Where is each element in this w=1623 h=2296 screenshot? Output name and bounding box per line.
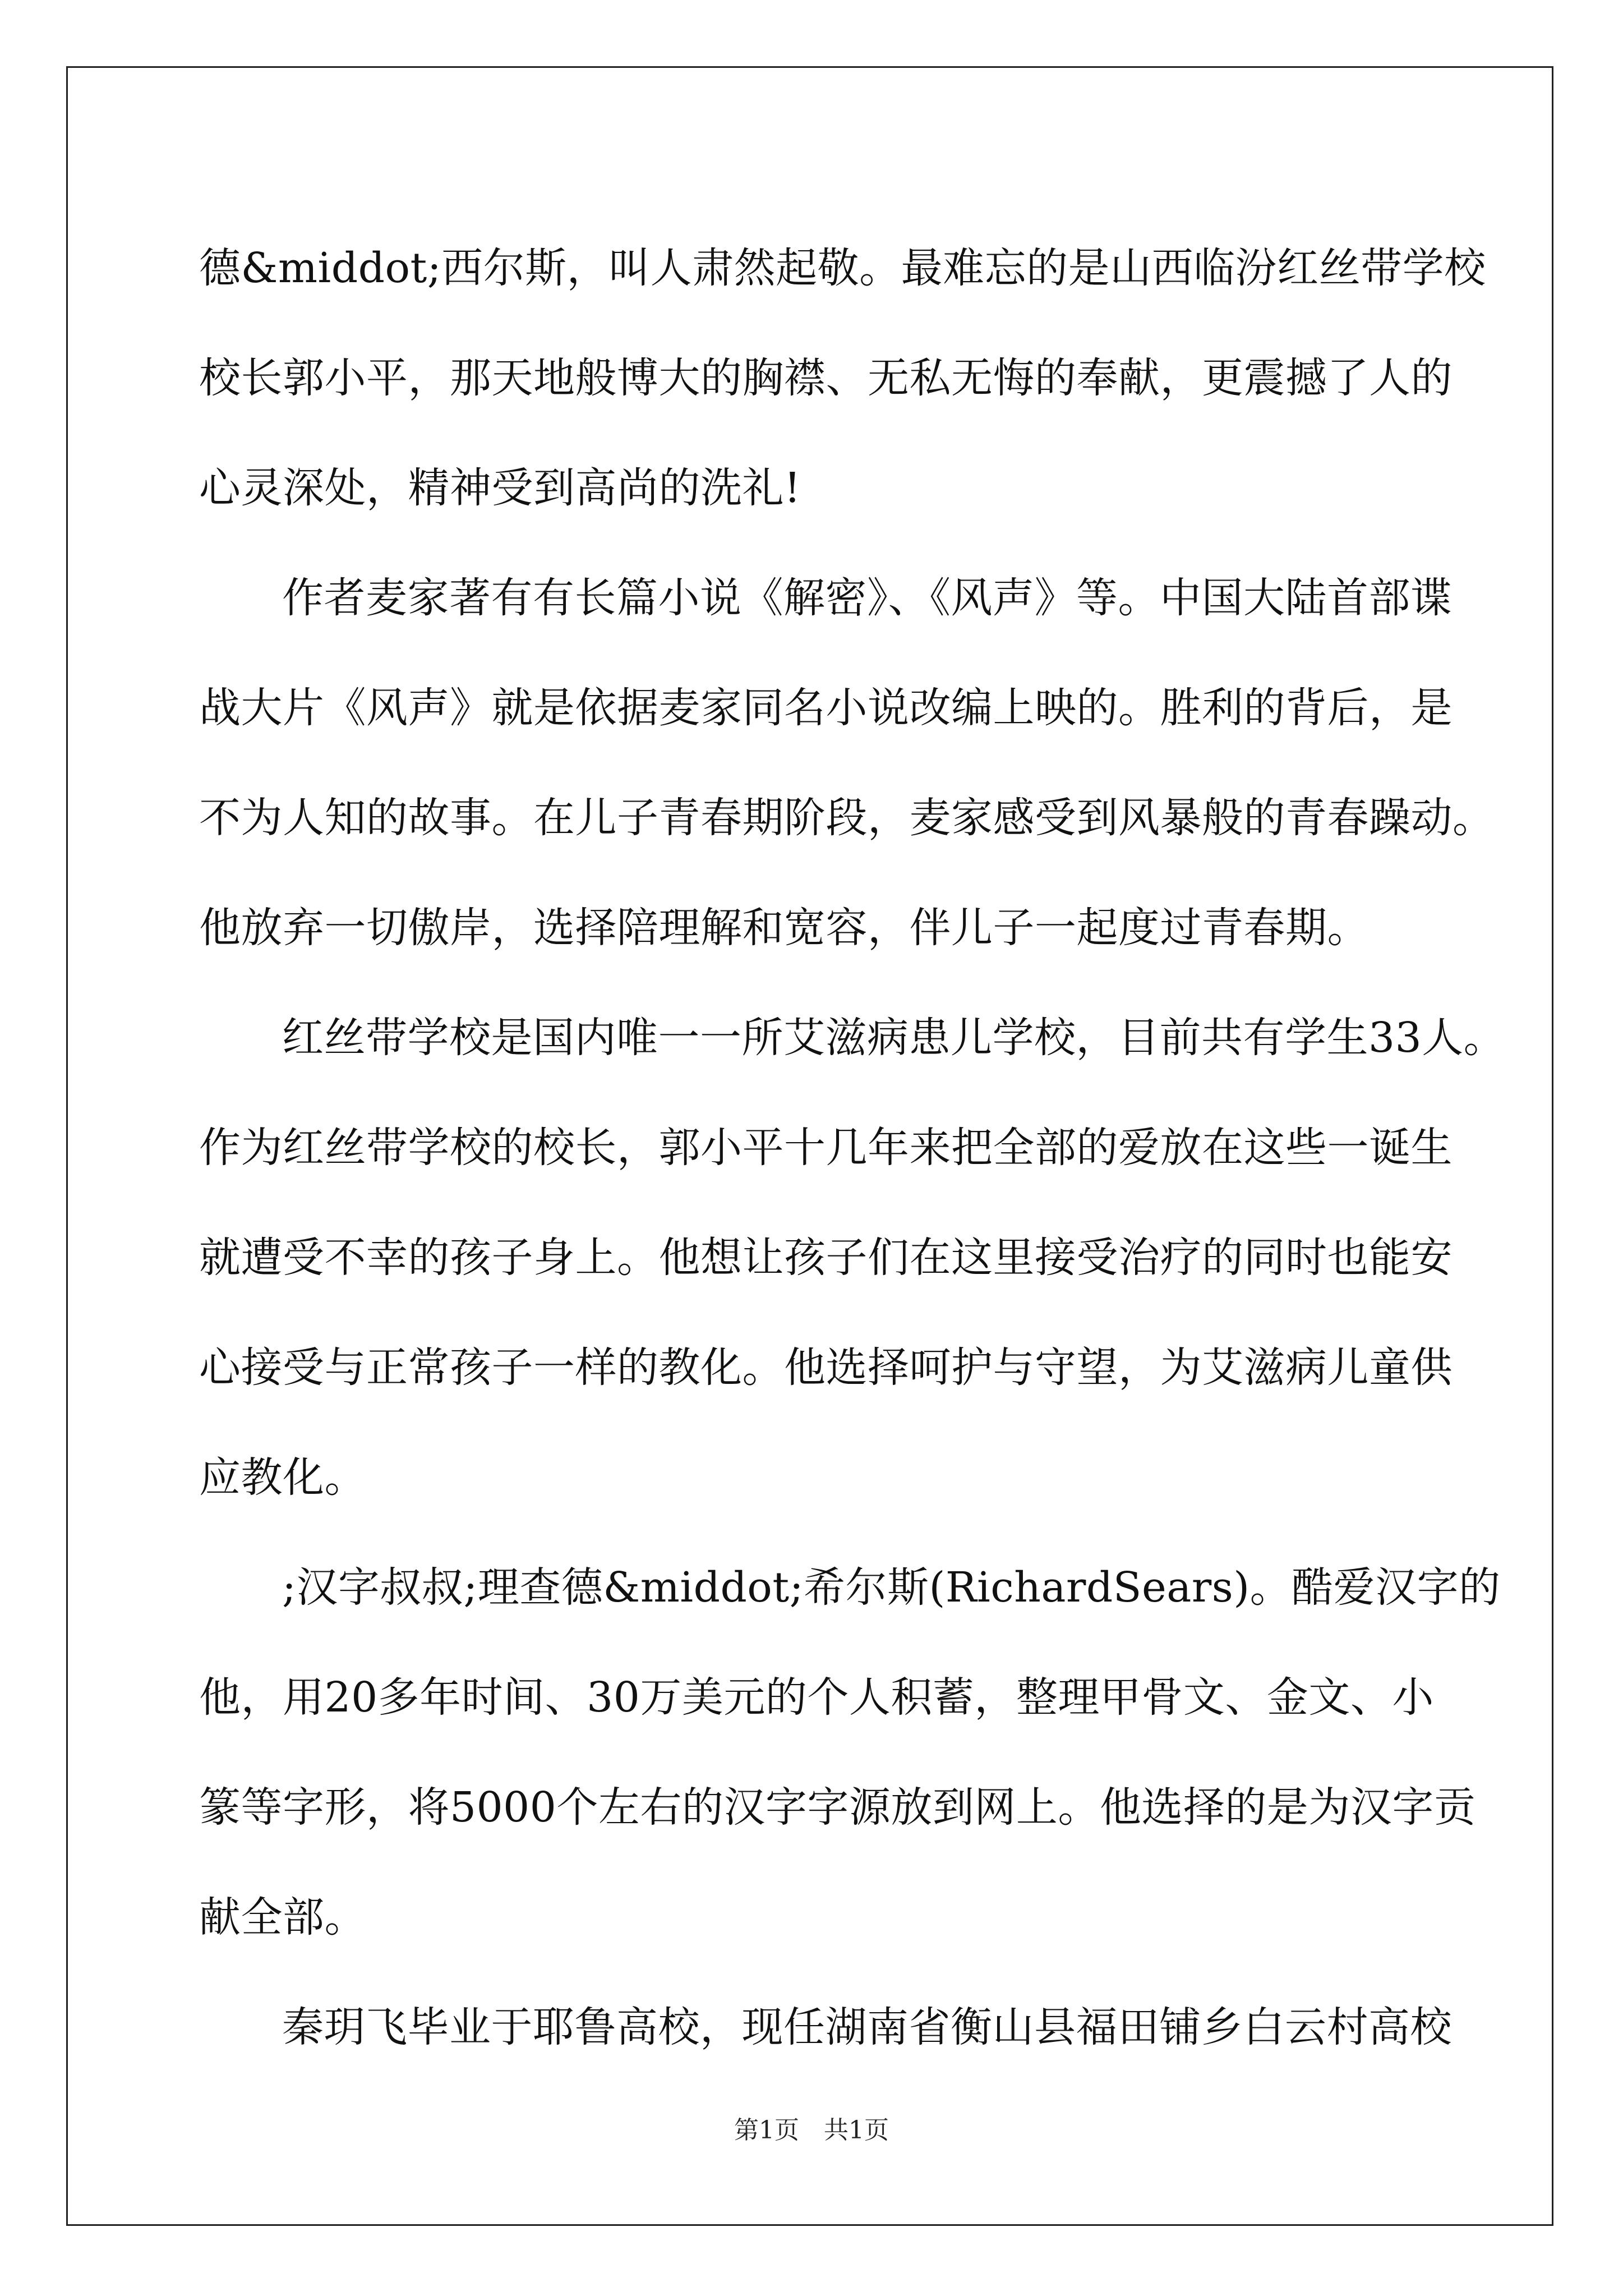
document-body (199, 213, 1506, 2082)
text-line: 德&middot;西尔斯，叫人肃然起敬。最难忘的是山西临汾红丝带学校 (199, 244, 1486, 292)
paragraph-first-line: 作者麦家著有有长篇小说《解密》、《风声》等。中国大陆首部谍 (282, 574, 1453, 622)
paragraph-first-line: 红丝带学校是国内唯一一所艾滋病患儿学校，目前共有学生33人。 (282, 1014, 1506, 1062)
text-line: 不为人知的故事。在儿子青春期阶段，麦家感受到风暴般的青春躁动。 (199, 794, 1495, 842)
text-line: 战大片《风声》就是依据麦家同名小说改编上映的。胜利的背后，是 (199, 684, 1453, 732)
text-line: 作为红丝带学校的校长，郭小平十几年来把全部的爱放在这些一诞生 (199, 1124, 1453, 1172)
text-line: 献全部。 (199, 1893, 366, 1941)
text-line: 心接受与正常孩子一样的教化。他选择呵护与守望，为艾滋病儿童供 (199, 1343, 1453, 1392)
paragraph-first-line: 秦玥飞毕业于耶鲁高校，现任湖南省衡山县福田铺乡白云村高校 (282, 2003, 1452, 2051)
text-line: 篆等字形，将5000个左右的汉字字源放到网上。他选择的是为汉字贡 (199, 1783, 1476, 1832)
text-line: 校长郭小平，那天地般博大的胸襟、无私无悔的奉献，更震撼了人的 (199, 354, 1453, 402)
text-line: 心灵深处，精神受到高尚的洗礼! (199, 464, 801, 512)
text-line: 他放弃一切傲岸，选择陪理解和宽容，伴儿子一起度过青春期。 (199, 904, 1369, 952)
text-line: 他，用20多年时间、30万美元的个人积蓄，整理甲骨文、金文、小 (199, 1673, 1434, 1722)
text-line: 就遭受不幸的孩子身上。他想让孩子们在这里接受治疗的同时也能安 (199, 1234, 1453, 1282)
page-footer: 第1页 共1页 (734, 2116, 889, 2145)
paragraph-first-line: ;汉字叔叔;理查德&middot;希尔斯(RichardSears)。酷爱汉字的 (282, 1563, 1501, 1612)
text-line: 应教化。 (199, 1453, 366, 1502)
